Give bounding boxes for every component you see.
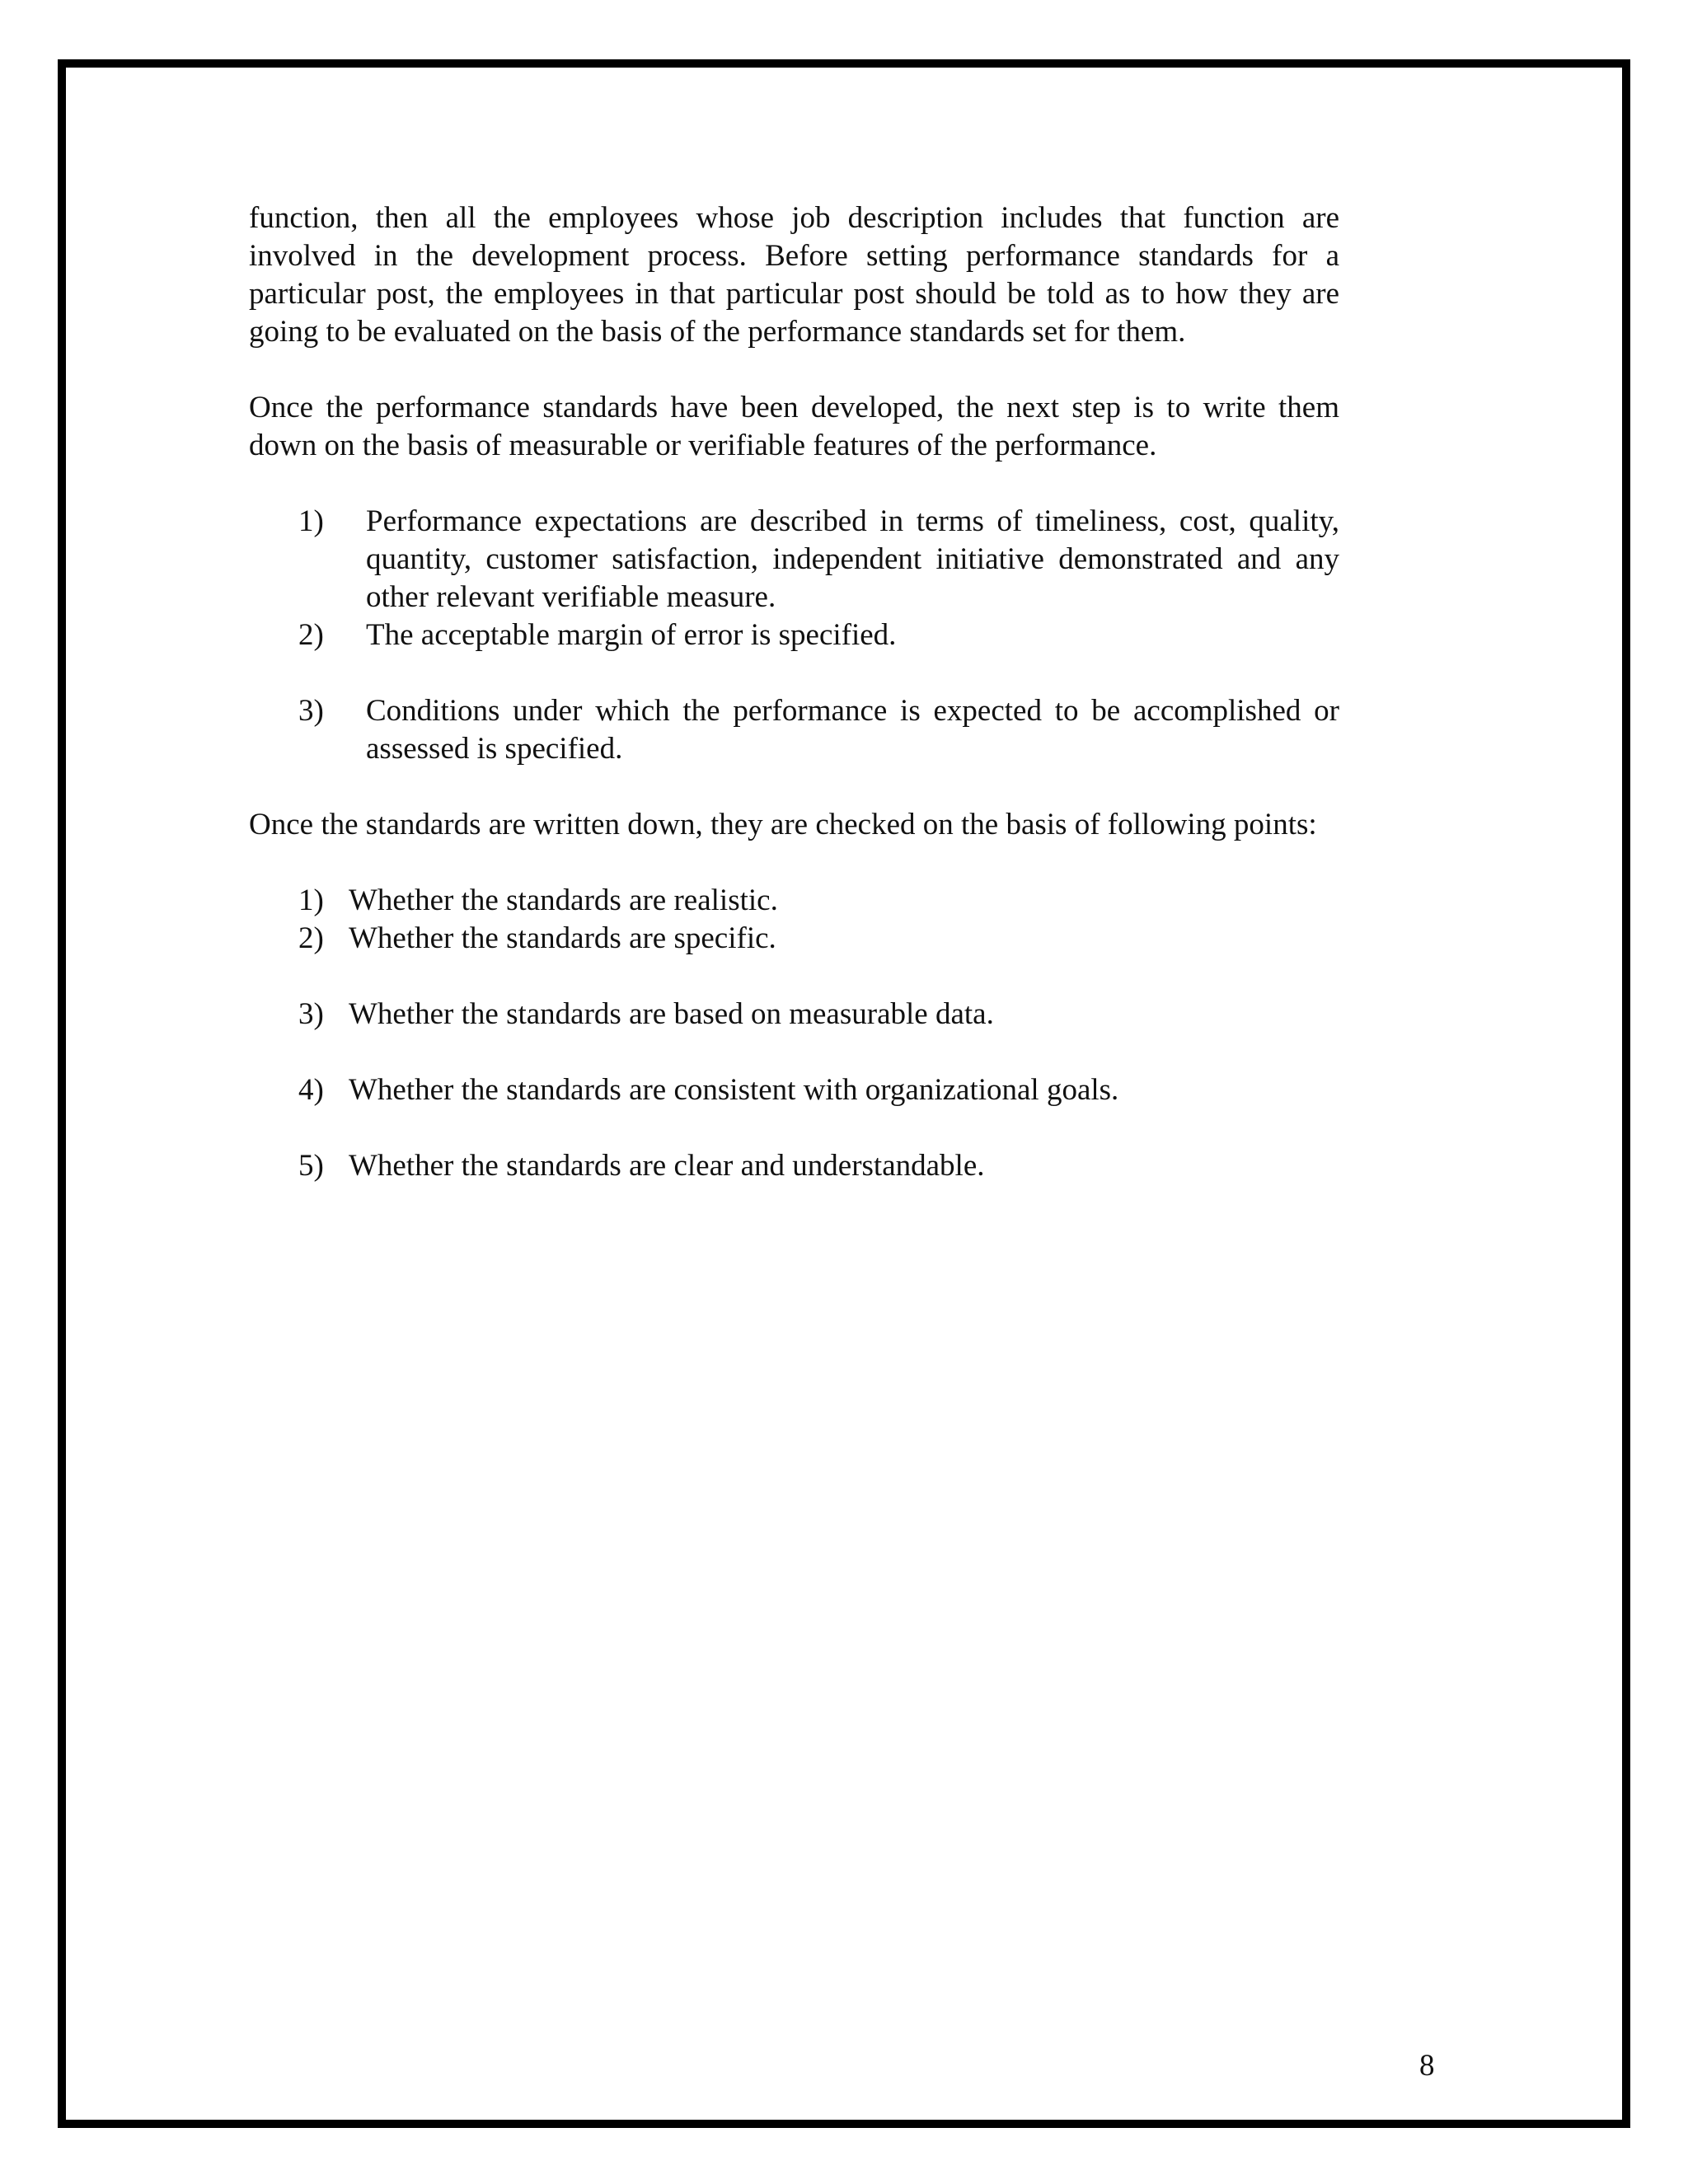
- list-number: 4): [298, 1073, 324, 1107]
- list-number: 1): [298, 504, 324, 538]
- features-list: [249, 503, 1339, 768]
- list-text: Whether the standards are realistic.: [349, 883, 778, 917]
- list-item: [249, 920, 1339, 958]
- list-item: [249, 616, 1339, 654]
- list-text: Performance expectations are described in terms of timeliness, cost, quality, quantity, customer satisfaction, independent initiative demonstrated and any other relevant verifiable measure.: [366, 504, 1339, 614]
- list-item: [249, 996, 1339, 1033]
- list-text: Whether the standards are consistent with organizational goals.: [349, 1073, 1119, 1107]
- paragraph-checked: Once the standards are written down, they are checked on the basis of following points:: [249, 808, 1317, 841]
- list-text: Whether the standards are specific.: [349, 921, 776, 955]
- list-item: [249, 692, 1339, 768]
- list-number: 2): [298, 618, 324, 652]
- list-text: Whether the standards are based on measurable data.: [349, 997, 994, 1031]
- list-number: 1): [298, 883, 324, 917]
- list-number: 5): [298, 1149, 324, 1183]
- paragraph-intro: function, then all the employees whose job description includes that function are involved in the development process. Before setting performance standards for a particular post, the employees in that particular post should be told as to how they are going to be evaluated on the basis of the performance standards set for them.: [249, 201, 1339, 349]
- list-item: [249, 882, 1339, 920]
- list-item: [249, 1147, 1339, 1185]
- list-text: Whether the standards are clear and understandable.: [349, 1149, 985, 1183]
- page-number: 8: [1419, 2049, 1435, 2083]
- page-content: [249, 199, 1339, 1185]
- paragraph-write-down: Once the performance standards have been developed, the next step is to write them down on the basis of measurable or verifiable features of the performance.: [249, 391, 1339, 462]
- list-number: 2): [298, 921, 324, 955]
- list-text: The acceptable margin of error is specified.: [366, 618, 897, 652]
- list-item: [249, 503, 1339, 616]
- list-number: 3): [298, 997, 324, 1031]
- checks-list: [249, 882, 1339, 1185]
- list-number: 3): [298, 694, 324, 728]
- list-item: [249, 1071, 1339, 1109]
- list-text: Conditions under which the performance is expected to be accomplished or assessed is specified.: [366, 694, 1339, 766]
